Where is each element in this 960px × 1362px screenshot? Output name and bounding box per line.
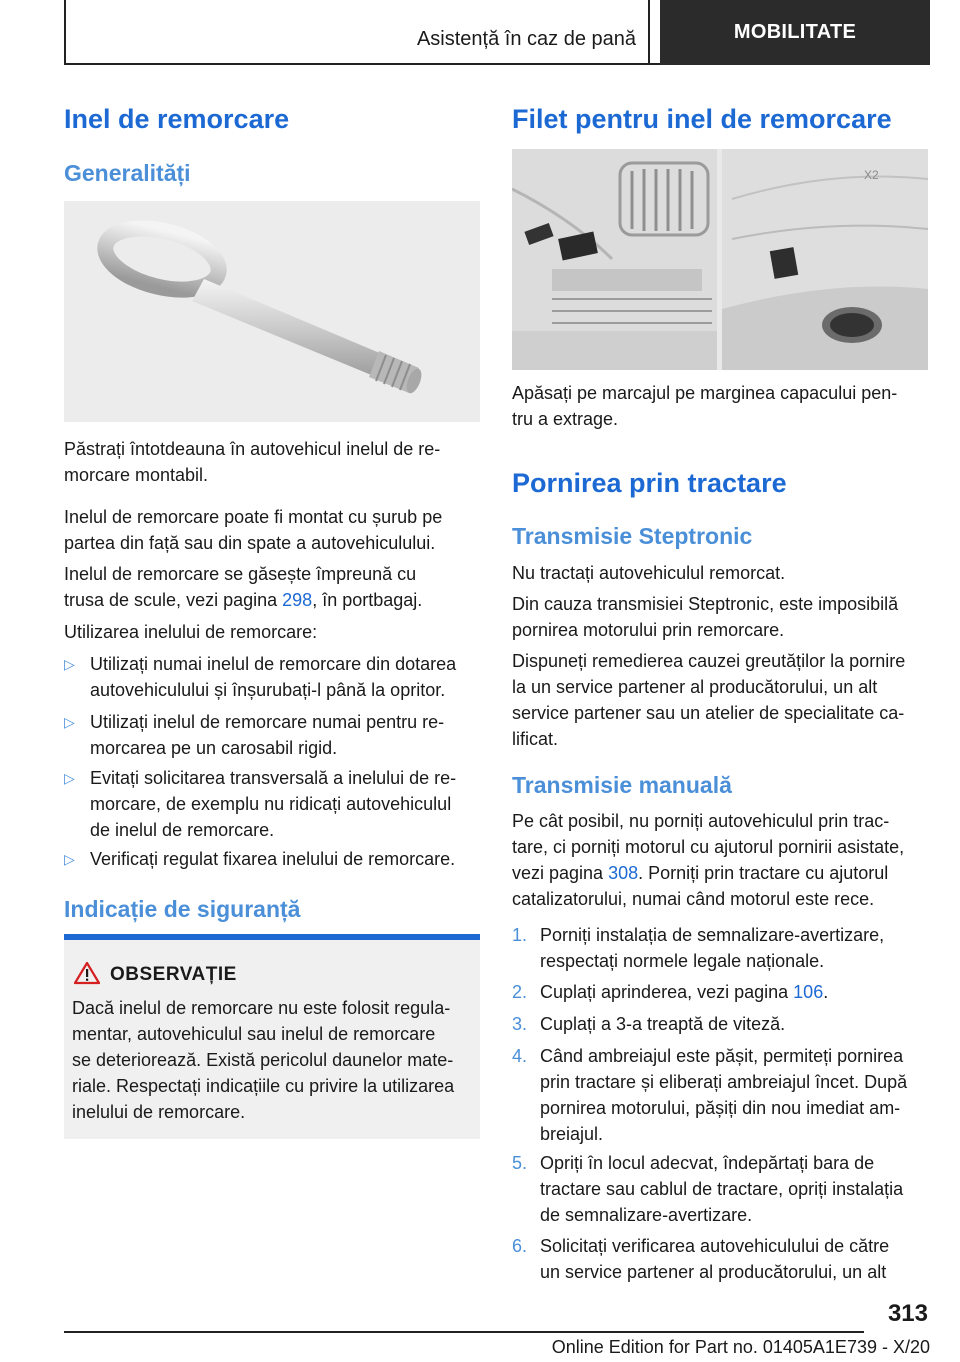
triangle-bullet-icon: ▷ bbox=[64, 656, 75, 672]
list-item: ▷ Verificați regulat fixarea inelului de remorcare. bbox=[64, 846, 480, 872]
list-item: 1. Porniți instalația de semnalizare-avertizare, respectați normele legale naționale. bbox=[512, 925, 885, 971]
paragraph-keep-in-vehicle: Păstrați întotdeauna în autovehicul inelul de re- morcare montabil. bbox=[64, 439, 441, 485]
subheading-steptronic: Transmisie Steptronic bbox=[512, 523, 753, 549]
page-link-106[interactable]: 106 bbox=[793, 982, 824, 1002]
section-heading-towing-eye: Inel de remorcare bbox=[64, 104, 290, 134]
paragraph-steptronic-1: Nu tractați autovehiculul remorcat. bbox=[512, 563, 786, 583]
triangle-bullet-icon: ▷ bbox=[64, 714, 75, 730]
footer-rule bbox=[64, 1331, 864, 1333]
section-heading-tow-start: Pornirea prin tractare bbox=[512, 468, 787, 498]
warning-text: Dacă inelul de remorcare nu este folosit regula- mentar, autovehiculul sau inelul de remorcare se deteriorează. Există pericolul daunelor mate- riale. Respectați indicațiile cu privire la utilizarea inelului de remorcare. bbox=[72, 998, 455, 1122]
chapter-title: Asistență în caz de pană bbox=[416, 28, 636, 50]
header-separator bbox=[648, 0, 650, 65]
list-item: 6. Solicitați verificarea autovehiculului de către un service partener al producătorului, un alt bbox=[512, 1236, 890, 1282]
svg-text:X2: X2 bbox=[864, 168, 879, 182]
warning-triangle-icon bbox=[74, 961, 100, 985]
page-number: 313 bbox=[887, 1300, 928, 1327]
list-item: ▷ Utilizați numai inelul de remorcare din dotarea autovehiculului și înșurubați-l până la opritor. bbox=[64, 651, 480, 703]
list-item: 4. Când ambreiajul este pășit, permiteți pornirea prin tractare și eliberați ambreiajul încet. După pornirea motorului, pășiți din nou imediat am- breiajul. bbox=[512, 1046, 908, 1144]
paragraph-manual: Pe cât posibil, nu porniți autovehiculul prin trac- tare, ci porniți motorul cu ajutorul pornirii asistate, vezi pagina 308. Porniți prin tractare cu ajutorul catalizatorului, numai când motorul este rece. bbox=[512, 811, 905, 909]
paragraph-press-marking: Apăsați pe marcajul pe marginea capacului pen- tru a extrage. bbox=[512, 383, 898, 429]
list-item: 3. Cuplați a 3-a treaptă de viteză. bbox=[512, 1014, 786, 1034]
paragraph-usage-intro: Utilizarea inelului de remorcare: bbox=[64, 622, 318, 642]
subheading-general: Generalități bbox=[64, 160, 191, 186]
warning-title: OBSERVAȚIE bbox=[110, 964, 237, 985]
list-item: ▷ Utilizați inelul de remorcare numai pentru re- morcarea pe un carosabil rigid. bbox=[64, 709, 480, 761]
list-item: 2. Cuplați aprinderea, vezi pagina 106. bbox=[512, 982, 829, 1002]
paragraph-steptronic-3: Dispuneți remedierea cauzei greutăților la pornire la un service partener al producătorului, un alt service partener sau un atelier de specialitate ca- lificat. bbox=[512, 651, 906, 749]
list-item: 5. Opriți în locul adecvat, îndepărtați bara de tractare sau cablul de tractare, opriți instalația de semnalizare-avertizare. bbox=[512, 1153, 904, 1225]
section-tab[interactable]: MOBILITATE bbox=[660, 0, 930, 65]
towing-eye-illustration bbox=[64, 201, 480, 422]
page-link-298[interactable]: 298 bbox=[282, 590, 313, 610]
paragraph-location: Inelul de remorcare se găsește împreună cu trusa de scule, vezi pagina 298, în portbagaj. bbox=[64, 564, 423, 610]
subheading-manual: Transmisie manuală bbox=[512, 772, 732, 798]
triangle-bullet-icon: ▷ bbox=[64, 770, 75, 786]
section-heading-thread: Filet pentru inel de remorcare bbox=[512, 104, 892, 134]
edition-footer: Online Edition for Part no. 01405A1E739 - X/20 bbox=[551, 1337, 930, 1357]
bumper-cover-image bbox=[512, 149, 928, 370]
bumper-cover-illustration bbox=[512, 149, 928, 370]
subheading-safety: Indicație de siguranță bbox=[64, 896, 301, 922]
triangle-bullet-icon: ▷ bbox=[64, 851, 75, 867]
page-link-308[interactable]: 308 bbox=[608, 863, 639, 883]
paragraph-steptronic-2: Din cauza transmisiei Steptronic, este imposibilă pornirea motorului prin remorcare. bbox=[512, 594, 899, 640]
list-item: ▷ Evitați solicitarea transversală a inelului de re- morcare, de exemplu nu ridicați autovehiculul de inelul de remorcare. bbox=[64, 765, 480, 843]
towing-eye-image bbox=[64, 201, 480, 422]
paragraph-mounting: Inelul de remorcare poate fi montat cu șurub pe partea din față sau din spate a autovehiculului. bbox=[64, 507, 443, 553]
